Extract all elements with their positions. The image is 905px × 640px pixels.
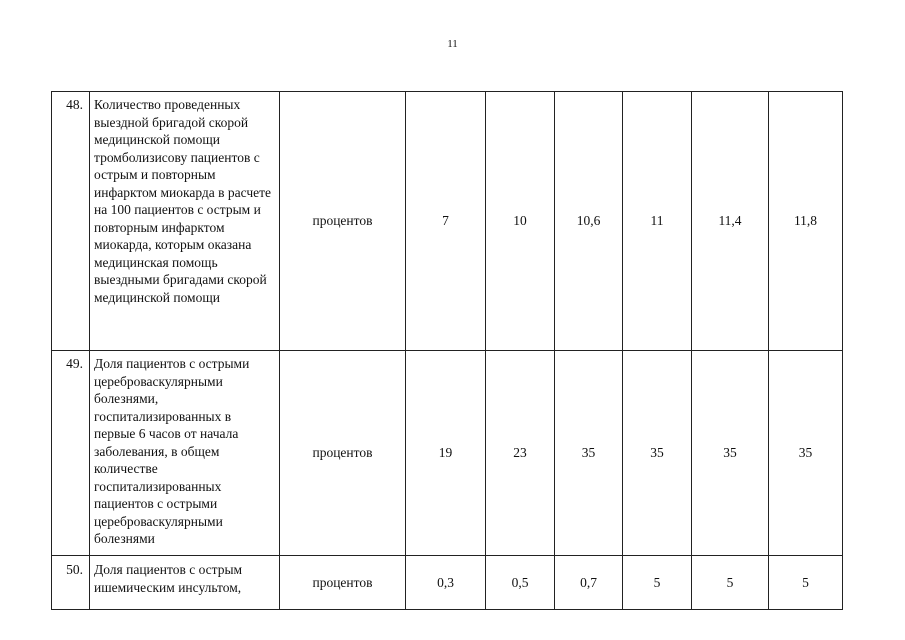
value-cell: 5 (769, 556, 843, 610)
value-cell: 35 (555, 351, 623, 556)
value-cell: 7 (406, 92, 486, 351)
value-cell: 10 (486, 92, 555, 351)
table-row (52, 92, 843, 351)
value-cell: 35 (623, 351, 692, 556)
value-cell: 23 (486, 351, 555, 556)
value-cell: 11,8 (769, 92, 843, 351)
value-cell: 10,6 (555, 92, 623, 351)
value-cell: 35 (769, 351, 843, 556)
row-number: 49. (52, 351, 90, 556)
row-number: 50. (52, 556, 90, 610)
page-number: 11 (447, 38, 458, 50)
indicator-name: Доля пациентов с острым ишемическим инсультом, (90, 556, 280, 610)
value-cell: 5 (692, 556, 769, 610)
unit-cell: процентов (280, 556, 406, 610)
value-cell: 0,5 (486, 556, 555, 610)
table-row (52, 351, 843, 556)
value-cell: 19 (406, 351, 486, 556)
table-row (52, 556, 843, 610)
value-cell: 11 (623, 92, 692, 351)
value-cell: 0,7 (555, 556, 623, 610)
value-cell: 0,3 (406, 556, 486, 610)
value-cell: 35 (692, 351, 769, 556)
value-cell: 5 (623, 556, 692, 610)
indicators-table (51, 91, 843, 610)
unit-cell: процентов (280, 92, 406, 351)
row-number: 48. (52, 92, 90, 351)
indicator-name: Количество проведенных выездной бригадой скорой медицинской помощи тромболизисову пациентов с острым и повторным инфарктом миокарда в расчете на 100 пациентов с острым и повторным инфарктом миокарда, которым оказана медицинская помощь выездными бригадами скорой медицинской помощи (90, 92, 280, 351)
indicator-name: Доля пациентов с острыми цереброваскулярными болезнями, госпитализированных в первые 6 часов от начала заболевания, в общем количестве госпитализированных пациентов с острыми цереброваскулярными болезнями (90, 351, 280, 556)
unit-cell: процентов (280, 351, 406, 556)
value-cell: 11,4 (692, 92, 769, 351)
